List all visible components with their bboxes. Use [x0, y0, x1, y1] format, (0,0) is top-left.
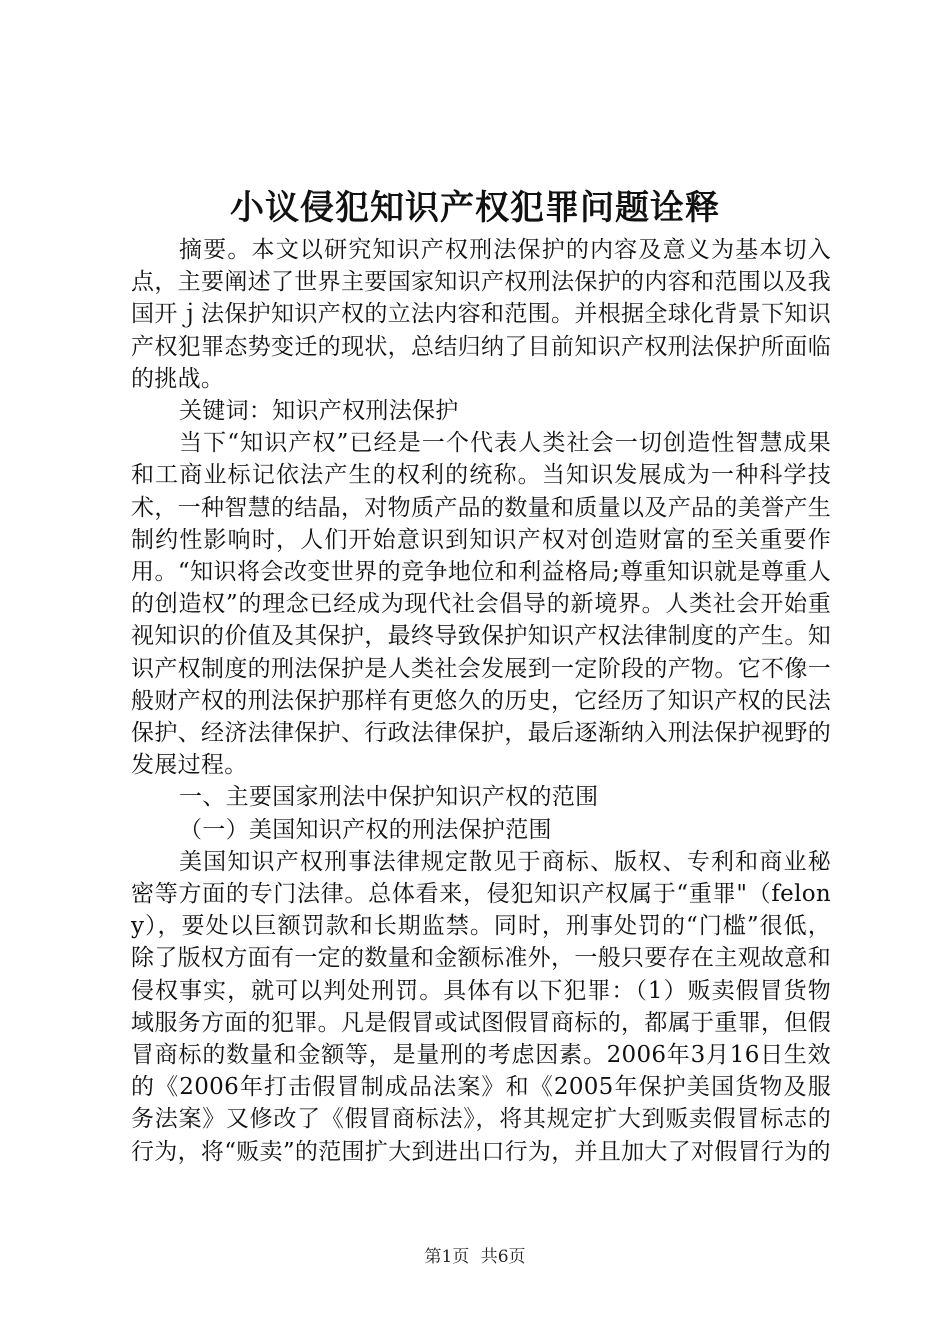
keywords-paragraph: 关键词：知识产权刑法保护 — [179, 398, 459, 425]
abstract-paragraph: 摘要。本文以研究知识产权刑法保护的内容及意义为基本切入点，主要阐述了世界主要国家知识产权刑法保护的内容和范围以及我国开ｊ法保护知识产权的立法内容和范围。并根据全球化背景下知识产权犯罪态势变迁的现状，总结归纳了目前知识产权刑法保护所面临的挑战。 — [131, 237, 831, 392]
page-footer — [0, 1245, 950, 1269]
intro-paragraph: 当下“知识产权”已经是一个代表人类社会一切创造性智慧成果和工商业标记依法产生的权利的统称。当知识发展成为一种科学技术，一种智慧的结晶，对物质产品的数量和质量以及产品的美誉产生制约性影响时，人们开始意识到知识产权对创造财富的至关重要作用。“知识将会改变世界的竞争地位和利益格局;尊重知识就是尊重人的创造权”的理念已经成为现代社会倡导的新境界。人类社会开始重视知识的价值及其保护，最终导致保护知识产权法律制度的产生。知识产权制度的刑法保护是人类社会发展到一定阶段的产物。它不像一般财产权的刑法保护那样有更悠久的历史，它经历了知识产权的民法保护、经济法律保护、行政法律保护，最后逐渐纳入刑法保护视野的发展过程。 — [131, 430, 831, 779]
page-number: 第1页 — [424, 1247, 470, 1267]
document-body — [131, 234, 831, 1168]
page-total: 共6页 — [480, 1247, 526, 1267]
us-law-paragraph: 美国知识产权刑事法律规定散见于商标、版权、专利和商业秘密等方面的专门法律。总体看来，侵犯知识产权属于“重罪"（felony），要处以巨额罚款和长期监禁。同时，刑事处罚的“门槛”很低，除了版权方面有一定的数量和金额标准外，一般只要存在主观故意和侵权事实，就可以判处刑罚。具体有以下犯罪：（1）贩卖假冒货物域服务方面的犯罪。凡是假冒或试图假冒商标的，都属于重罪，但假冒商标的数量和金额等，是量刑的考虑因素。2006年3月16日生效的《2006年打击假冒制成品法案》和《2005年保护美国货物及服务法案》又修改了《假冒商标法》，将其规定扩大到贩卖假冒标志的行为，将“贩卖”的范围扩大到进出口行为，并且加大了对假冒行为的 — [131, 848, 831, 1165]
section-heading: 一、主要国家刑法中保护知识产权的范围 — [179, 784, 599, 811]
document-title: 小议侵犯知识产权犯罪问题诠释 — [230, 188, 720, 228]
subsection-heading: （一）美国知识产权的刑法保护范围 — [179, 816, 552, 843]
